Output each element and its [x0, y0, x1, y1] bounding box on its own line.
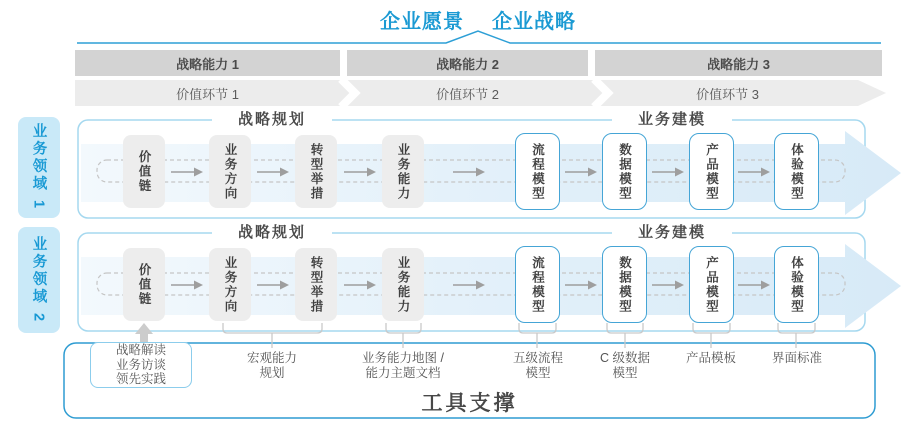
box-label: 转型举措	[309, 255, 323, 314]
note-line: 业务能力地图 /	[362, 351, 444, 365]
box-value-chain-row-1	[123, 135, 165, 208]
box-label: 业务方向	[223, 142, 237, 201]
note-ui-standard	[732, 351, 862, 366]
box-process-model-row-1	[515, 133, 560, 210]
note-line: 能力主题文档	[365, 366, 441, 380]
box-business-capability-row-1	[382, 135, 424, 208]
box-label: 产品模型	[704, 255, 719, 314]
box-label: 体验模型	[789, 142, 804, 201]
box-transformation-initiatives-row-1	[295, 135, 337, 208]
note-line: 五级流程	[512, 351, 563, 365]
box-label: 价值链	[137, 149, 151, 194]
sidebar-domain-label-2: 业务领域 2	[18, 227, 60, 333]
callout-line: 业务访谈	[115, 357, 166, 372]
note-line: 规划	[259, 366, 285, 380]
box-label: 业务能力	[396, 255, 410, 314]
box-label: 体验模型	[789, 255, 804, 314]
box-experience-model-row-1	[774, 133, 819, 210]
strategy-title: 企业战略	[492, 11, 576, 33]
box-experience-model-row-2	[774, 246, 819, 323]
box-value-chain-row-2	[123, 248, 165, 321]
tool-support-title: 工具支撑	[421, 392, 518, 415]
box-label: 价值链	[137, 262, 151, 307]
capability-bar-2: 战略能力 2	[347, 50, 588, 76]
box-product-model-row-2	[689, 246, 734, 323]
box-label: 流程模型	[530, 255, 545, 314]
section-title-planning-row-2: 战略规划	[212, 224, 332, 242]
callout-line: 战略解读	[115, 343, 166, 358]
section-title-planning-row-1: 战略规划	[212, 111, 332, 129]
box-label: 产品模型	[704, 142, 719, 201]
vision-title: 企业愿景	[380, 11, 464, 33]
sidebar-domain-label-1: 业务领域 1	[18, 117, 60, 218]
value-link-label-3: 价值环节 3	[696, 86, 759, 102]
box-data-model-row-2	[602, 246, 647, 323]
note-capability-map	[338, 351, 468, 381]
box-business-direction-row-1	[209, 135, 251, 208]
section-title-modeling-row-2: 业务建模	[612, 224, 732, 242]
note-line: 模型	[612, 366, 638, 380]
box-label: 数据模型	[617, 142, 632, 201]
capability-bar-1: 战略能力 1	[75, 50, 340, 76]
box-label: 数据模型	[617, 255, 632, 314]
callout-box	[90, 342, 192, 388]
note-macro-capability	[207, 351, 337, 381]
box-product-model-row-1	[689, 133, 734, 210]
box-data-model-row-1	[602, 133, 647, 210]
note-line: 宏观能力	[246, 351, 297, 365]
note-line: 界面标准	[771, 351, 822, 365]
callout-line: 领先实践	[115, 372, 166, 387]
capability-bar-3: 战略能力 3	[595, 50, 882, 76]
box-transformation-initiatives-row-2	[295, 248, 337, 321]
box-label: 业务能力	[396, 142, 410, 201]
page-title	[46, 5, 910, 34]
note-line: 产品模板	[685, 351, 736, 365]
section-title-modeling-row-1: 业务建模	[612, 111, 732, 129]
note-line: 模型	[525, 366, 551, 380]
box-label: 业务方向	[223, 255, 237, 314]
value-link-label-1: 价值环节 1	[176, 86, 239, 102]
value-link-label-2: 价值环节 2	[436, 86, 499, 102]
box-label: 转型举措	[309, 142, 323, 201]
box-process-model-row-2	[515, 246, 560, 323]
box-label: 流程模型	[530, 142, 545, 201]
box-business-direction-row-2	[209, 248, 251, 321]
box-business-capability-row-2	[382, 248, 424, 321]
note-line: C 级数据	[599, 351, 650, 365]
